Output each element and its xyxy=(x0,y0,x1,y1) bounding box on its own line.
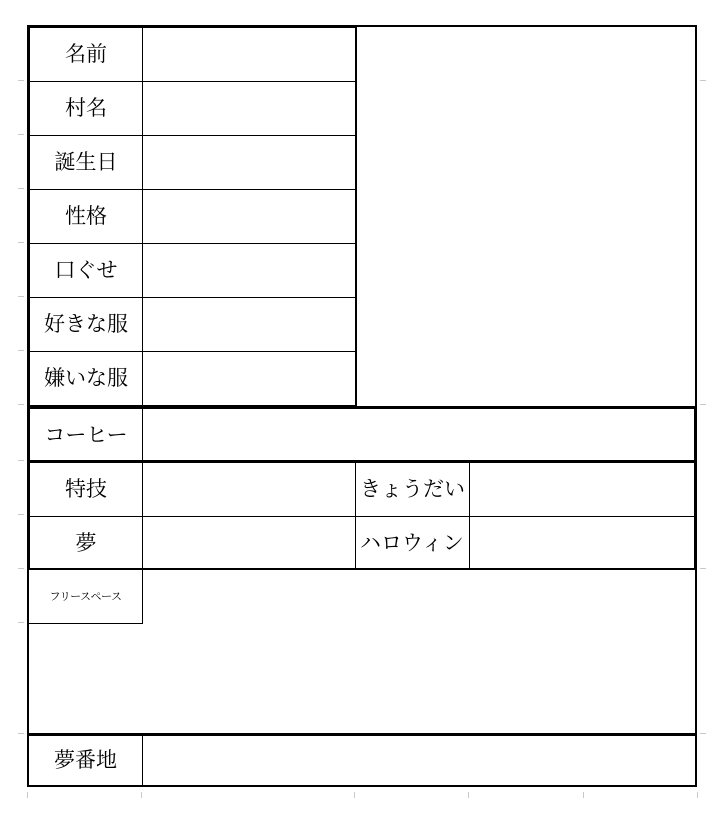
grid-tick xyxy=(18,188,24,189)
grid-tick xyxy=(700,733,706,734)
value-coffee[interactable] xyxy=(142,408,695,463)
label-favorite-clothes: 好きな服 xyxy=(29,297,143,352)
grid-tick xyxy=(18,80,24,81)
portrait-area[interactable] xyxy=(357,27,695,405)
value-birthday[interactable] xyxy=(142,135,356,190)
grid-tick xyxy=(18,350,24,351)
label-siblings: きょうだい xyxy=(355,462,470,517)
grid-tick xyxy=(700,80,706,81)
grid-tick xyxy=(18,242,24,243)
value-name[interactable] xyxy=(142,27,356,82)
value-village[interactable] xyxy=(142,81,356,136)
label-disliked-clothes: 嫌いな服 xyxy=(29,351,143,406)
label-personality: 性格 xyxy=(29,189,143,244)
grid-tick xyxy=(18,733,24,734)
label-coffee: コーヒー xyxy=(29,408,143,463)
portrait-divider xyxy=(355,27,357,407)
value-dream[interactable] xyxy=(142,516,356,571)
grid-tick xyxy=(27,792,28,798)
value-favorite-clothes[interactable] xyxy=(142,297,356,352)
grid-tick xyxy=(18,134,24,135)
value-special-skill[interactable] xyxy=(142,462,356,517)
label-birthday: 誕生日 xyxy=(29,135,143,190)
grid-tick xyxy=(18,460,24,461)
grid-tick xyxy=(141,792,142,798)
label-free-space: フリースペース xyxy=(29,570,143,624)
grid-tick xyxy=(18,514,24,515)
grid-tick xyxy=(354,792,355,798)
label-dream: 夢 xyxy=(29,516,143,571)
profile-sheet xyxy=(27,25,697,787)
grid-tick xyxy=(468,792,469,798)
grid-tick xyxy=(700,568,706,569)
label-dream-address: 夢番地 xyxy=(29,735,143,785)
label-special-skill: 特技 xyxy=(29,462,143,517)
grid-tick xyxy=(18,296,24,297)
label-village: 村名 xyxy=(29,81,143,136)
grid-tick xyxy=(700,404,706,405)
value-personality[interactable] xyxy=(142,189,356,244)
label-name: 名前 xyxy=(29,27,143,82)
value-siblings[interactable] xyxy=(469,462,695,517)
value-disliked-clothes[interactable] xyxy=(142,351,356,406)
value-halloween[interactable] xyxy=(469,516,695,571)
grid-tick xyxy=(18,568,24,569)
value-dream-address[interactable] xyxy=(142,735,695,785)
grid-tick xyxy=(697,792,698,798)
label-catchphrase: 口ぐせ xyxy=(29,243,143,298)
grid-tick xyxy=(18,622,24,623)
grid-tick xyxy=(583,792,584,798)
label-halloween: ハロウィン xyxy=(355,516,470,571)
value-catchphrase[interactable] xyxy=(142,243,356,298)
grid-tick xyxy=(18,404,24,405)
